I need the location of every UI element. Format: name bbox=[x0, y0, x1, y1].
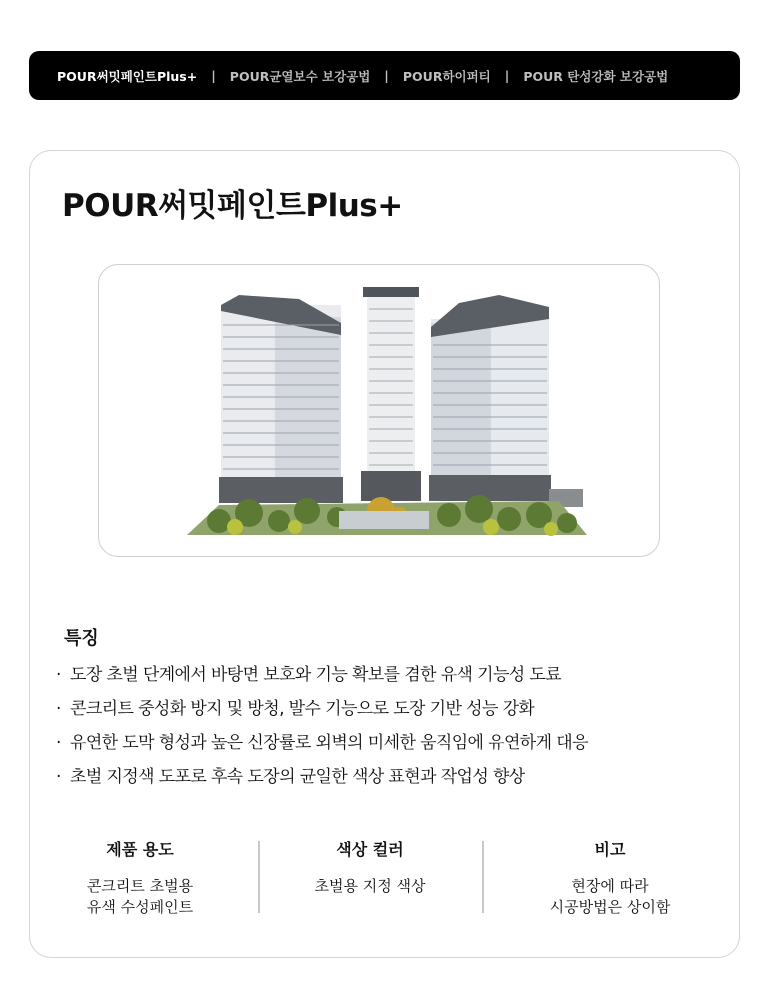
feature-item bbox=[56, 726, 588, 760]
product-image-frame bbox=[98, 264, 660, 557]
feature-item bbox=[56, 692, 588, 726]
nav-separator: | bbox=[504, 68, 510, 83]
bullet: · bbox=[56, 767, 61, 787]
nav-item-elastic-reinforce[interactable]: POUR 탄성강화 보강공법 bbox=[523, 68, 669, 84]
feature-item bbox=[56, 658, 588, 692]
bullet: · bbox=[56, 665, 61, 685]
info-value bbox=[500, 876, 720, 918]
info-value-line: 초벌용 지정 색상 bbox=[314, 877, 426, 895]
info-value-line: 현장에 따라 bbox=[571, 877, 649, 895]
feature-text: 초벌 지정색 도포로 후속 도장의 균일한 색상 표현과 작업성 향상 bbox=[70, 767, 525, 787]
nav-separator: | bbox=[384, 68, 389, 83]
info-heading: 제품 용도 bbox=[106, 840, 174, 859]
bullet: · bbox=[56, 733, 61, 753]
info-value-line: 유색 수성페인트 bbox=[86, 898, 194, 916]
feature-item bbox=[56, 760, 588, 794]
info-column-color bbox=[260, 835, 480, 897]
column-divider bbox=[482, 841, 484, 913]
info-value-line: 시공방법은 상이함 bbox=[549, 898, 671, 916]
feature-text: 도장 초벌 단계에서 바탕면 보호와 기능 확보를 겸한 유색 기능성 도료 bbox=[70, 665, 562, 685]
bullet: · bbox=[56, 699, 61, 719]
info-value bbox=[30, 876, 250, 918]
feature-text: 콘크리트 중성화 방지 및 방청, 발수 기능으로 도장 기반 성능 강화 bbox=[70, 699, 535, 719]
nav-item-hyper-putty[interactable]: POUR하이퍼티 bbox=[402, 68, 491, 84]
info-value bbox=[260, 876, 480, 897]
info-heading: 비고 bbox=[594, 840, 626, 859]
nav-item-summit-paint[interactable]: POUR써밋페인트Plus+ bbox=[57, 68, 198, 84]
features-heading: 특징 bbox=[64, 628, 99, 649]
info-column-note bbox=[500, 835, 720, 918]
product-title: POUR써밋페인트Plus+ bbox=[62, 188, 403, 224]
info-heading: 색상 컬러 bbox=[336, 840, 404, 859]
info-column-usage bbox=[30, 835, 250, 918]
features-list bbox=[56, 658, 588, 794]
product-nav-bar bbox=[29, 51, 740, 100]
product-info-table bbox=[30, 835, 739, 925]
feature-text: 유연한 도막 형성과 높은 신장률로 외벽의 미세한 움직임에 유연하게 대응 bbox=[70, 733, 588, 753]
info-value-line: 콘크리트 초벌용 bbox=[86, 877, 194, 895]
nav-item-crack-repair[interactable]: POUR균열보수 보강공법 bbox=[229, 68, 371, 84]
apartment-complex-image bbox=[99, 265, 659, 556]
nav-separator: | bbox=[211, 68, 216, 83]
